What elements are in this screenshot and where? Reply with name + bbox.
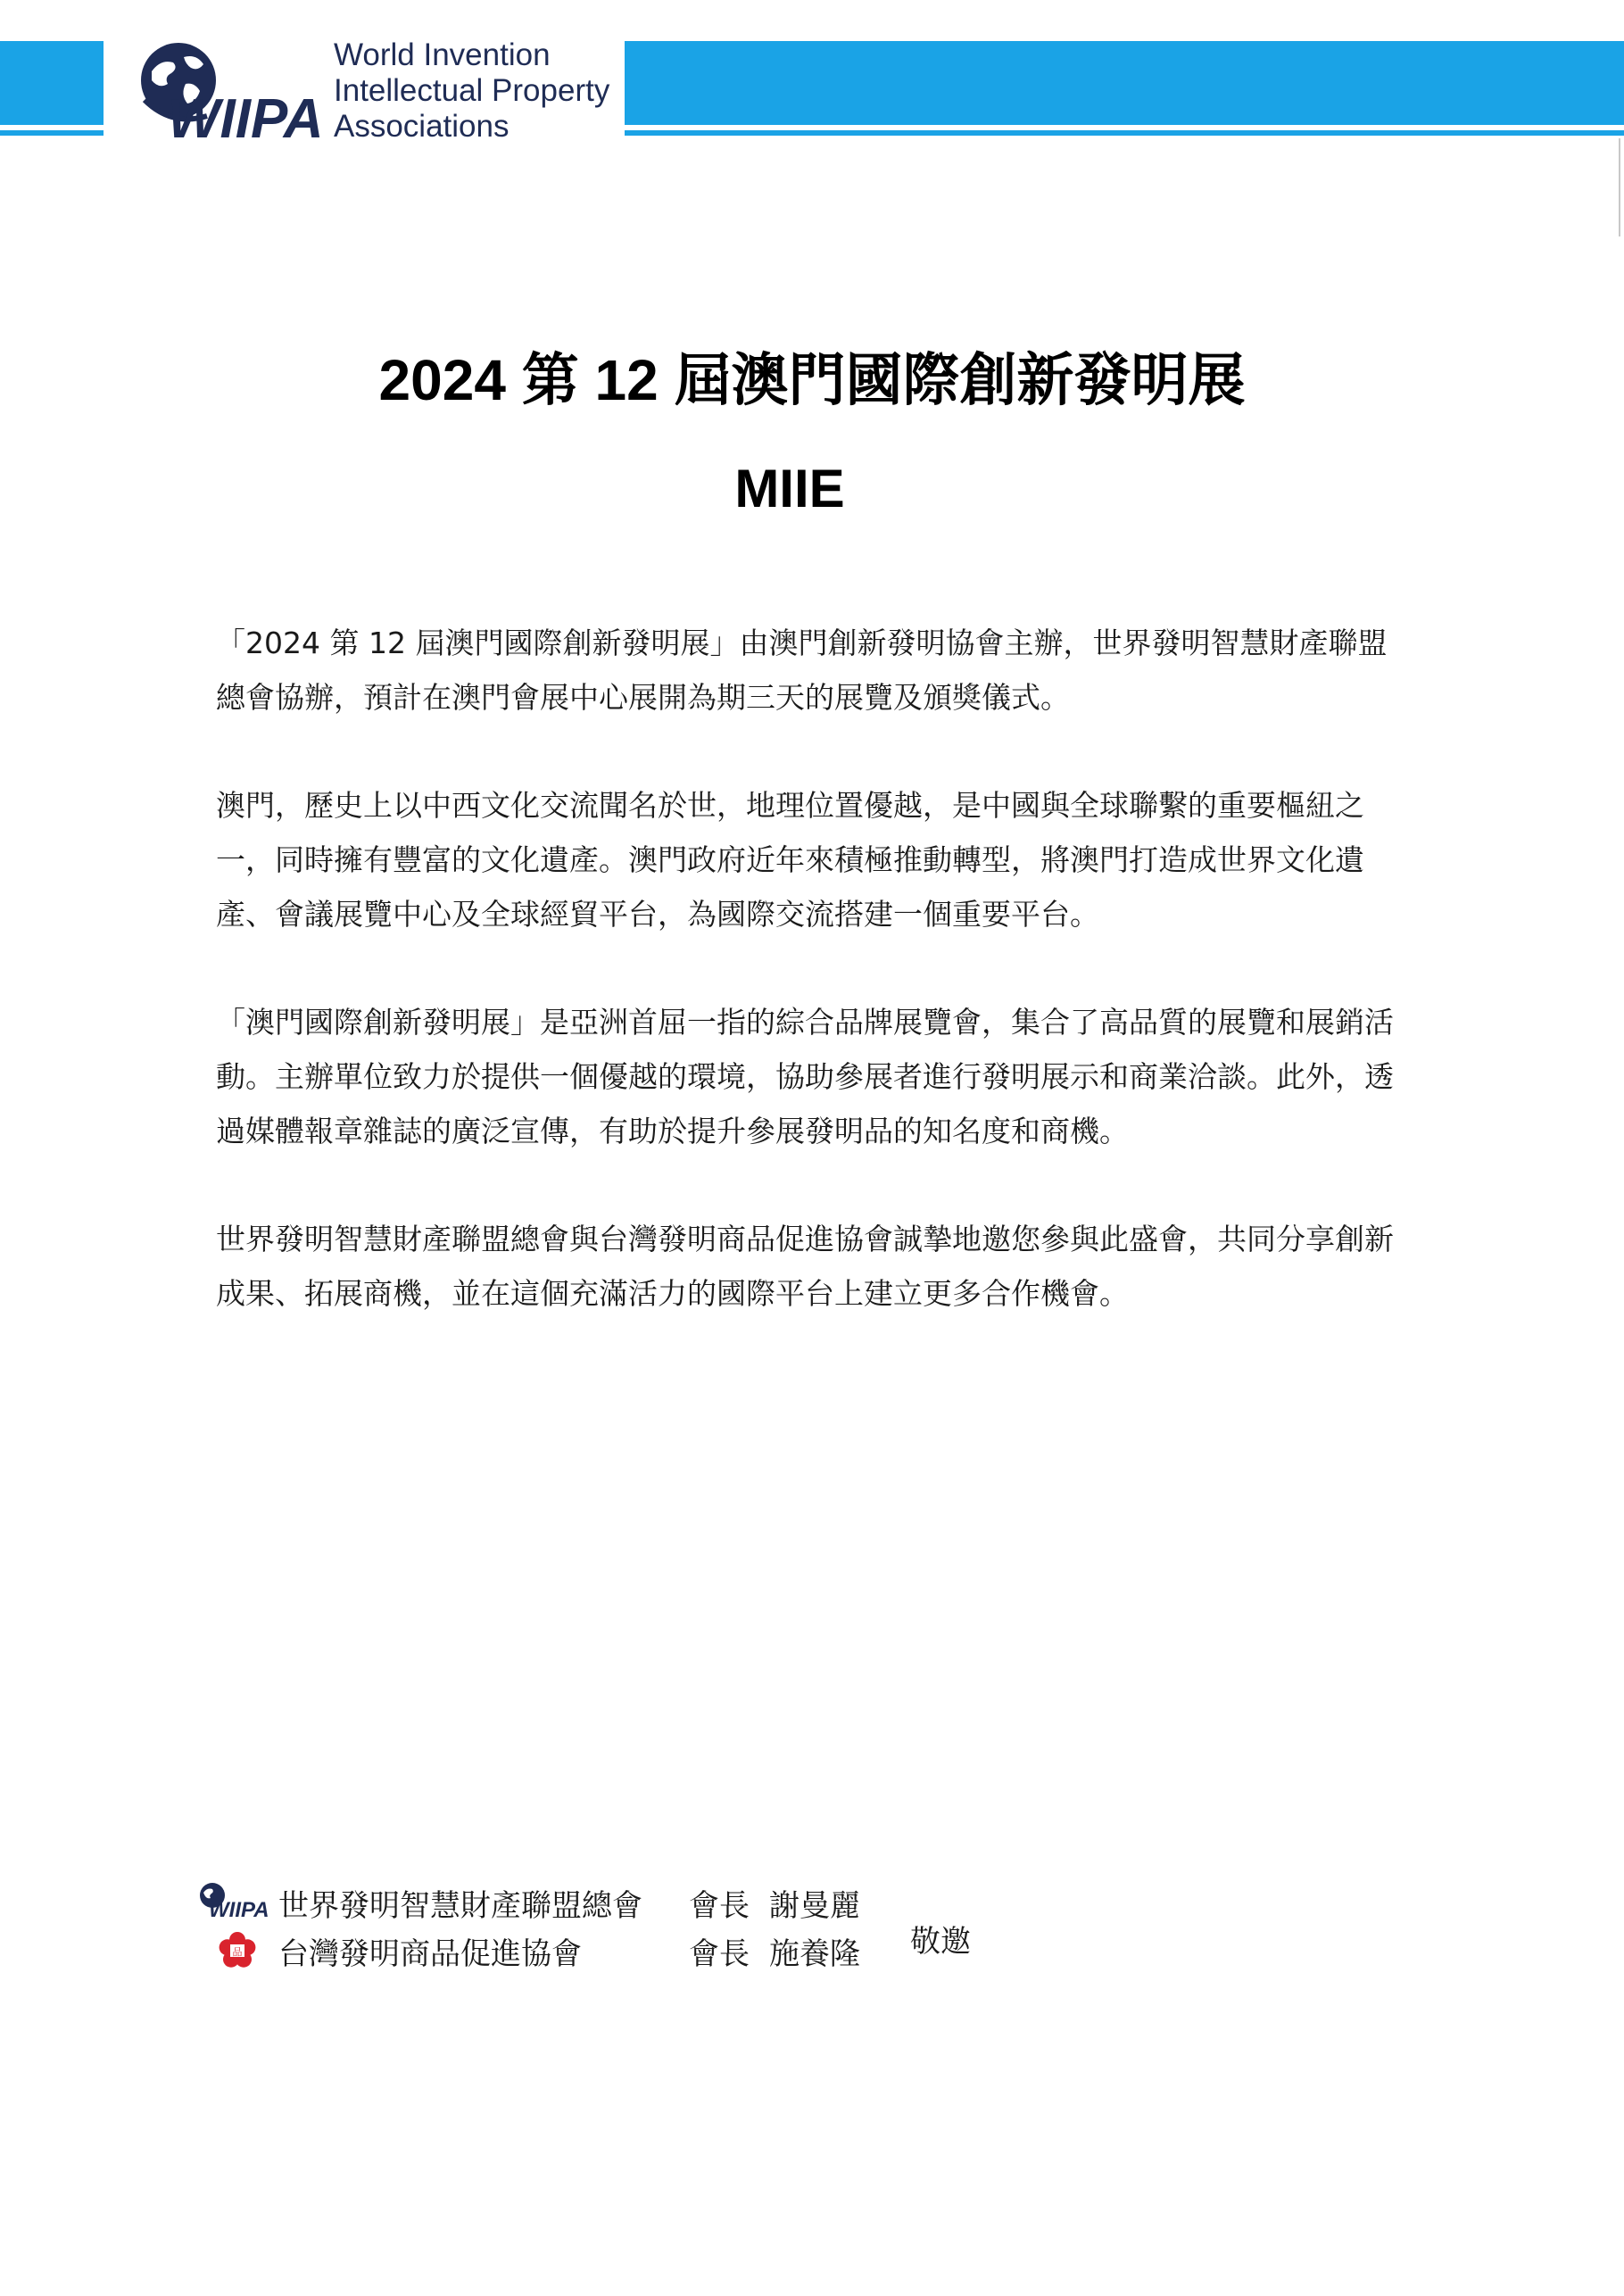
wiipa-logo-icon: [196, 1881, 273, 1920]
header-line-right: [625, 130, 1624, 136]
signature-name: 施養隆: [769, 1936, 860, 1972]
logo-line-3: Associations: [334, 109, 510, 144]
wiipa-globe-logo-icon: [132, 37, 324, 145]
paragraph-4: 世界發明智慧財產聯盟總會與台灣發明商品促進協會誠摯地邀您參與此盛會，共同分享創新成果、拓展商機，並在這個充滿活力的國際平台上建立更多合作機會。: [216, 1222, 1394, 1311]
signature-org: 台灣發明商品促進協會: [278, 1936, 582, 1972]
header-line-left: [0, 130, 104, 136]
logo-org-name: [334, 37, 609, 145]
svg-text:WIIPA: WIIPA: [209, 1898, 269, 1920]
signature-name: 謝曼麗: [769, 1888, 860, 1924]
signature-org: 世界發明智慧財產聯盟總會: [278, 1888, 642, 1924]
logo-mark-text: WIIPA: [168, 88, 324, 145]
signature-title: 會長: [689, 1936, 750, 1972]
svg-text:品: 品: [232, 1946, 243, 1958]
edge-rule: [1619, 138, 1620, 236]
wiipa-logo: [132, 36, 632, 147]
paragraph-2: 澳門，歷史上以中西文化交流聞名於世，地理位置優越，是中國與全球聯繫的重要樞紐之一，同時擁有豐富的文化遺產。澳門政府近年來積極推動轉型，將澳門打造成世界文化遺產、會議展覽中心及全球經貿平台，為國際交流搭建一個重要平台。: [216, 788, 1364, 932]
header-band-right: [625, 41, 1624, 125]
signature-title: 會長: [689, 1888, 750, 1924]
signature-row: [196, 1877, 999, 1926]
header-band-left: [0, 41, 104, 125]
body-text: [216, 616, 1403, 1374]
page-title: 2024 第 12 屆澳門國際創新發明展: [378, 348, 1246, 412]
signature-row: [196, 1926, 999, 1974]
page-subtitle: MIIE: [734, 459, 845, 518]
paragraph-1: 「2024 第 12 屆澳門國際創新發明展」由澳門創新發明協會主辦，世界發明智慧財產聯盟總會協辦，預計在澳門會展中心展開為期三天的展覽及頒獎儀式。: [216, 626, 1388, 715]
closing-text: 敬邀: [910, 1924, 971, 1960]
logo-line-2: Intellectual Property: [334, 73, 610, 108]
logo-line-1: World Invention: [334, 37, 551, 72]
signature-block: [196, 1877, 999, 1974]
paragraph-3: 「澳門國際創新發明展」是亞洲首屈一指的綜合品牌展覽會，集合了高品質的展覽和展銷活動。主辦單位致力於提供一個優越的環境，協助參展者進行發明展示和商業洽談。此外，透過媒體報章雜誌的廣泛宣傳，有助於提升參展發明品的知名度和商機。: [216, 1005, 1394, 1148]
